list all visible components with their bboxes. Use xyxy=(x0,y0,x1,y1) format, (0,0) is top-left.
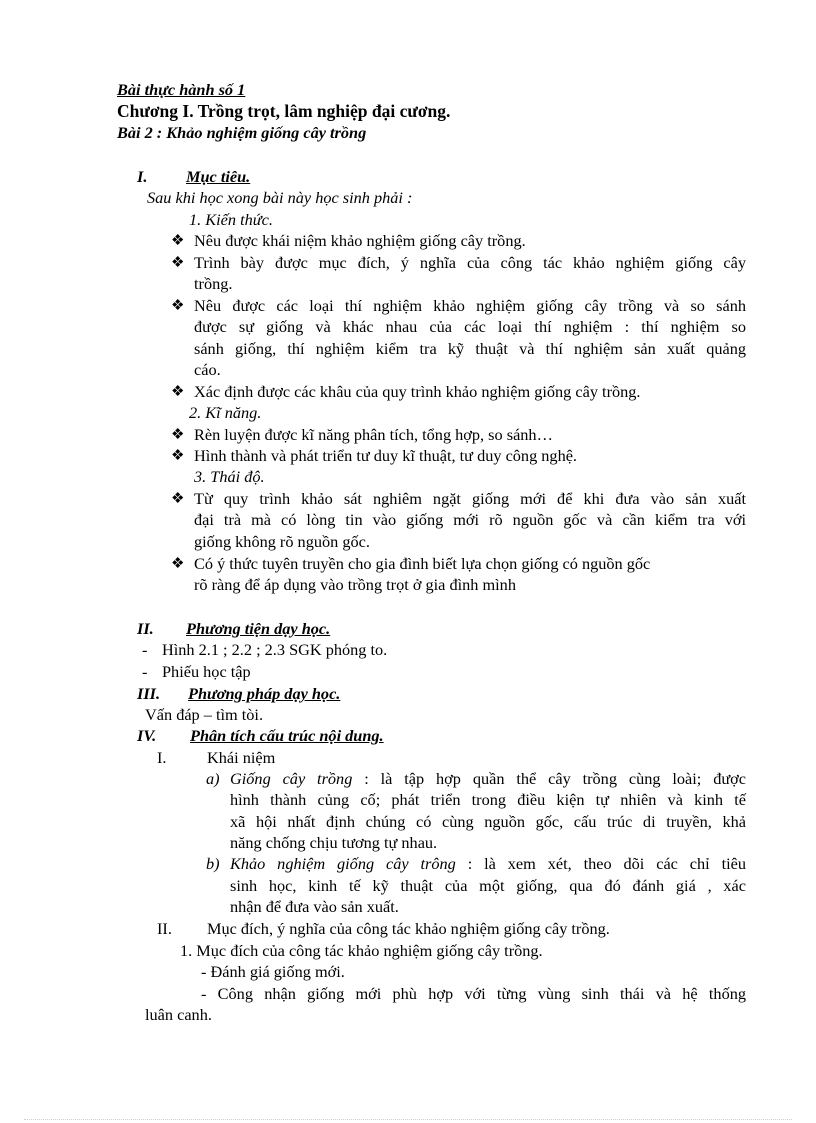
knowledge-item-3-line-1: Nêu được các loại thí nghiệm khảo nghiệm giống cây trồng và so sánh xyxy=(194,296,746,315)
attitude-item-1-line-2: đại trà mà có lòng tin vào giống mới rõ nguồn gốc và cần kiểm tra với xyxy=(194,510,746,529)
list-dash: - xyxy=(142,640,148,659)
purpose-heading: 1. Mục đích của công tác khảo nghiệm giống cây trồng. xyxy=(180,941,543,960)
skill-item-1: Rèn luyện được kĩ năng phân tích, tổng hợp, so sánh… xyxy=(194,425,553,444)
knowledge-item-2-line-2: trồng. xyxy=(194,274,233,293)
purpose-item-2-line-2: luân canh. xyxy=(145,1005,212,1024)
definition-b-line-1 xyxy=(230,854,746,874)
section-1-intro: Sau khi học xong bài này học sinh phải : xyxy=(147,188,413,207)
knowledge-item-3-line-2: được sự giống và khác nhau của các loại thí nghiệm : thí nghiệm so xyxy=(194,317,746,336)
skill-item-2: Hình thành và phát triển tư duy kĩ thuật, tư duy công nghệ. xyxy=(194,446,578,465)
knowledge-item-3-line-3: sánh giống, thí nghiệm kiểm tra kỹ thuật và thí nghiệm sản xuất quảng xyxy=(194,339,746,358)
subheading-knowledge: 1. Kiến thức. xyxy=(189,210,273,229)
definition-b-term: Khảo nghiệm giống cây trông xyxy=(230,854,456,873)
attitude-item-1-line-1: Từ quy trình khảo sát nghiêm ngặt giống mới để khi đưa vào sản xuất xyxy=(194,489,746,508)
diamond-bullet-icon: ❖ xyxy=(171,448,185,464)
knowledge-item-4: Xác định được các khâu của quy trình khảo nghiệm giống cây trồng. xyxy=(194,382,641,401)
part-2-number: II. xyxy=(157,919,172,938)
purpose-item-2-line-1: - Công nhận giống mới phù hợp với từng vùng sinh thái và hệ thống xyxy=(201,984,746,1003)
attitude-item-2-line-1: Có ý thức tuyên truyền cho gia đình biết lựa chọn giống có nguồn gốc xyxy=(194,554,651,573)
part-2-title: Mục đích, ý nghĩa của công tác khảo nghiệm giống cây trồng. xyxy=(207,919,610,938)
attitude-item-2-line-2: rõ ràng để áp dụng vào trồng trọt ở gia đình mình xyxy=(194,575,516,594)
practice-title: Bài thực hành số 1 xyxy=(117,80,246,99)
list-dash: - xyxy=(142,662,148,681)
diamond-bullet-icon: ❖ xyxy=(171,298,185,314)
diamond-bullet-icon: ❖ xyxy=(171,427,185,443)
definition-b-line-3: nhận để đưa vào sản xuất. xyxy=(230,897,399,916)
teaching-aid-2: Phiếu học tập xyxy=(162,662,251,681)
attitude-item-1-line-3: giống không rõ nguồn gốc. xyxy=(194,532,370,551)
definition-a-text: : là tập hợp quần thể cây trồng cùng loài; được xyxy=(352,769,746,788)
section-2-number: II. xyxy=(137,619,154,638)
section-3-number: III. xyxy=(137,684,161,703)
knowledge-item-2-line-1: Trình bày được mục đích, ý nghĩa của công tác khảo nghiệm giống cây xyxy=(194,253,746,272)
section-1-title: Mục tiêu. xyxy=(186,167,251,186)
section-1-number: I. xyxy=(137,167,148,186)
diamond-bullet-icon: ❖ xyxy=(171,255,185,271)
teaching-aid-1: Hình 2.1 ; 2.2 ; 2.3 SGK phóng to. xyxy=(162,640,388,659)
definition-a-term: Giống cây trồng xyxy=(230,769,353,788)
definition-b-label: b) xyxy=(206,854,220,873)
section-4-number: IV. xyxy=(137,726,157,745)
definition-b-line-2: sinh học, kinh tế kỹ thuật của một giống, qua đó đánh giá , xác xyxy=(230,876,746,895)
knowledge-item-1: Nêu được khái niệm khảo nghiệm giống cây trồng. xyxy=(194,231,526,250)
definition-a-line-4: năng chống chịu tương tự nhau. xyxy=(230,833,438,852)
definition-a-label: a) xyxy=(206,769,220,788)
part-1-title: Khái niệm xyxy=(207,748,276,767)
definition-a-line-1 xyxy=(230,769,746,789)
diamond-bullet-icon: ❖ xyxy=(171,233,185,249)
section-4-title: Phân tích cấu trúc nội dung. xyxy=(190,726,384,745)
diamond-bullet-icon: ❖ xyxy=(171,491,185,507)
definition-a-line-2: hình thành củng cố; phát triển trong điều kiện tự nhiên và kinh tế xyxy=(230,790,746,809)
subheading-attitude: 3. Thái độ. xyxy=(194,467,265,486)
subheading-skills: 2. Kĩ năng. xyxy=(189,403,262,422)
definition-b-text: : là xem xét, theo dõi các chỉ tiêu xyxy=(455,854,747,873)
section-3-title: Phương pháp dạy học. xyxy=(188,684,341,703)
lesson-title: Bài 2 : Khảo nghiệm giống cây trồng xyxy=(117,123,367,142)
knowledge-item-3-line-4: cáo. xyxy=(194,360,221,379)
teaching-method-text: Vấn đáp – tìm tòi. xyxy=(145,705,264,724)
page-bottom-rule xyxy=(24,1119,792,1120)
definition-a-line-3: xã hội nhất định chúng có cùng nguồn gốc, cấu trúc di truyền, khả xyxy=(230,812,746,831)
chapter-title: Chương I. Trồng trọt, lâm nghiệp đại cương. xyxy=(117,101,451,121)
diamond-bullet-icon: ❖ xyxy=(171,556,185,572)
diamond-bullet-icon: ❖ xyxy=(171,384,185,400)
purpose-item-1: - Đánh giá giống mới. xyxy=(201,962,345,981)
part-1-number: I. xyxy=(157,748,167,767)
section-2-title: Phương tiện dạy học. xyxy=(186,619,331,638)
